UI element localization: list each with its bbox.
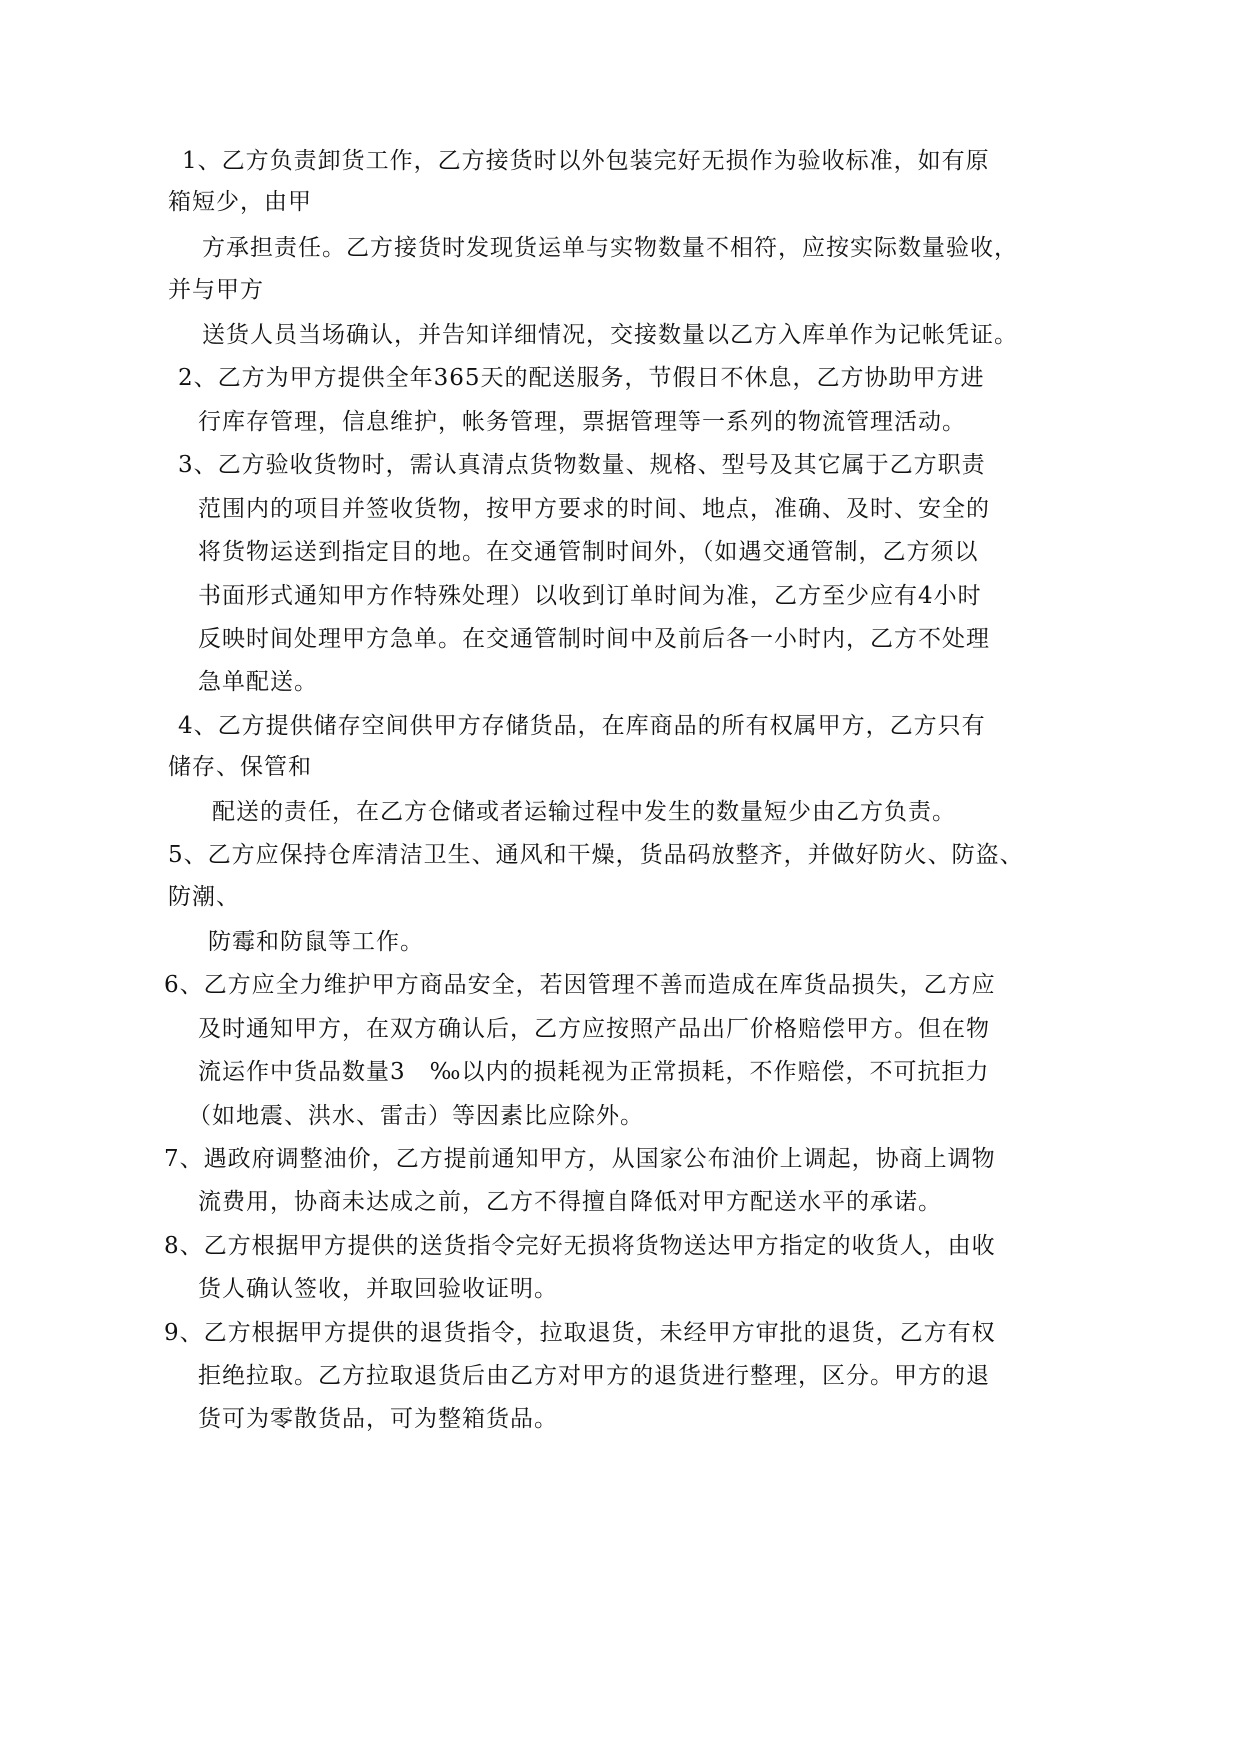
clause-3-line-5: 反映时间处理甲方急单。在交通管制时间中及前后各一小时内，乙方不处理: [198, 626, 990, 652]
clause-2-line-2: 行库存管理，信息维护，帐务管理，票据管理等一系列的物流管理活动。: [198, 409, 966, 435]
clause-8-line-2: 货人确认签收，并取回验收证明。: [198, 1276, 558, 1302]
clause-3-line-6: 急单配送。: [198, 669, 318, 695]
clause-6-line-1: 6、乙方应全力维护甲方商品安全，若因管理不善而造成在库货品损失，乙方应: [164, 972, 996, 998]
clause-5-line-1: 5、乙方应保持仓库清洁卫生、通风和干燥，货品码放整齐，并做好防火、防盗、: [168, 842, 1024, 868]
clause-7-line-1: 7、遇政府调整油价，乙方提前通知甲方，从国家公布油价上调起，协商上调物: [164, 1146, 996, 1172]
clause-1-line-5: 送货人员当场确认，并告知详细情况，交接数量以乙方入库单作为记帐凭证。: [202, 322, 1018, 348]
clause-4-line-3: 配送的责任，在乙方仓储或者运输过程中发生的数量短少由乙方负责。: [212, 799, 956, 825]
clause-1-line-3: 方承担责任。乙方接货时发现货运单与实物数量不相符，应按实际数量验收，: [202, 235, 1018, 261]
clause-3-line-1: 3、乙方验收货物时，需认真清点货物数量、规格、型号及其它属于乙方职责: [178, 452, 986, 478]
clause-6-line-3: 流运作中货品数量3 ‰以内的损耗视为正常损耗，不作赔偿，不可抗拒力: [198, 1059, 990, 1085]
clause-5-line-2: 防潮、: [168, 884, 240, 910]
clause-3-line-3: 将货物运送到指定目的地。在交通管制时间外，（如遇交通管制，乙方须以: [198, 539, 979, 565]
clause-9-line-1: 9、乙方根据甲方提供的退货指令，拉取退货，未经甲方审批的退货，乙方有权: [164, 1320, 996, 1346]
clause-1-line-4: 并与甲方: [168, 277, 264, 303]
clause-9-line-3: 货可为零散货品，可为整箱货品。: [198, 1406, 558, 1432]
clause-8-line-1: 8、乙方根据甲方提供的送货指令完好无损将货物送达甲方指定的收货人，由收: [164, 1233, 996, 1259]
clause-7-line-2: 流费用，协商未达成之前，乙方不得擅自降低对甲方配送水平的承诺。: [198, 1189, 942, 1215]
clause-3-line-4: 书面形式通知甲方作特殊处理）以收到订单时间为准，乙方至少应有4小时: [198, 583, 982, 609]
clause-6-line-4: （如地震、洪水、雷击）等因素比应除外。: [188, 1103, 644, 1129]
clause-1-line-2: 箱短少，由甲: [168, 189, 312, 215]
clause-1-line-1: 1、乙方负责卸货工作，乙方接货时以外包装完好无损作为验收标准，如有原: [182, 148, 990, 174]
clause-4-line-2: 储存、保管和: [168, 754, 312, 780]
clause-6-line-2: 及时通知甲方，在双方确认后，乙方应按照产品出厂价格赔偿甲方。但在物: [198, 1016, 990, 1042]
clause-2-line-1: 2、乙方为甲方提供全年365天的配送服务，节假日不休息，乙方协助甲方进: [178, 365, 985, 391]
clause-3-line-2: 范围内的项目并签收货物，按甲方要求的时间、地点，准确、及时、安全的: [198, 496, 990, 522]
clause-4-line-1: 4、乙方提供储存空间供甲方存储货品，在库商品的所有权属甲方，乙方只有: [178, 713, 986, 739]
clause-5-line-3: 防霉和防鼠等工作。: [208, 929, 424, 955]
clause-9-line-2: 拒绝拉取。乙方拉取退货后由乙方对甲方的退货进行整理，区分。甲方的退: [198, 1363, 990, 1389]
